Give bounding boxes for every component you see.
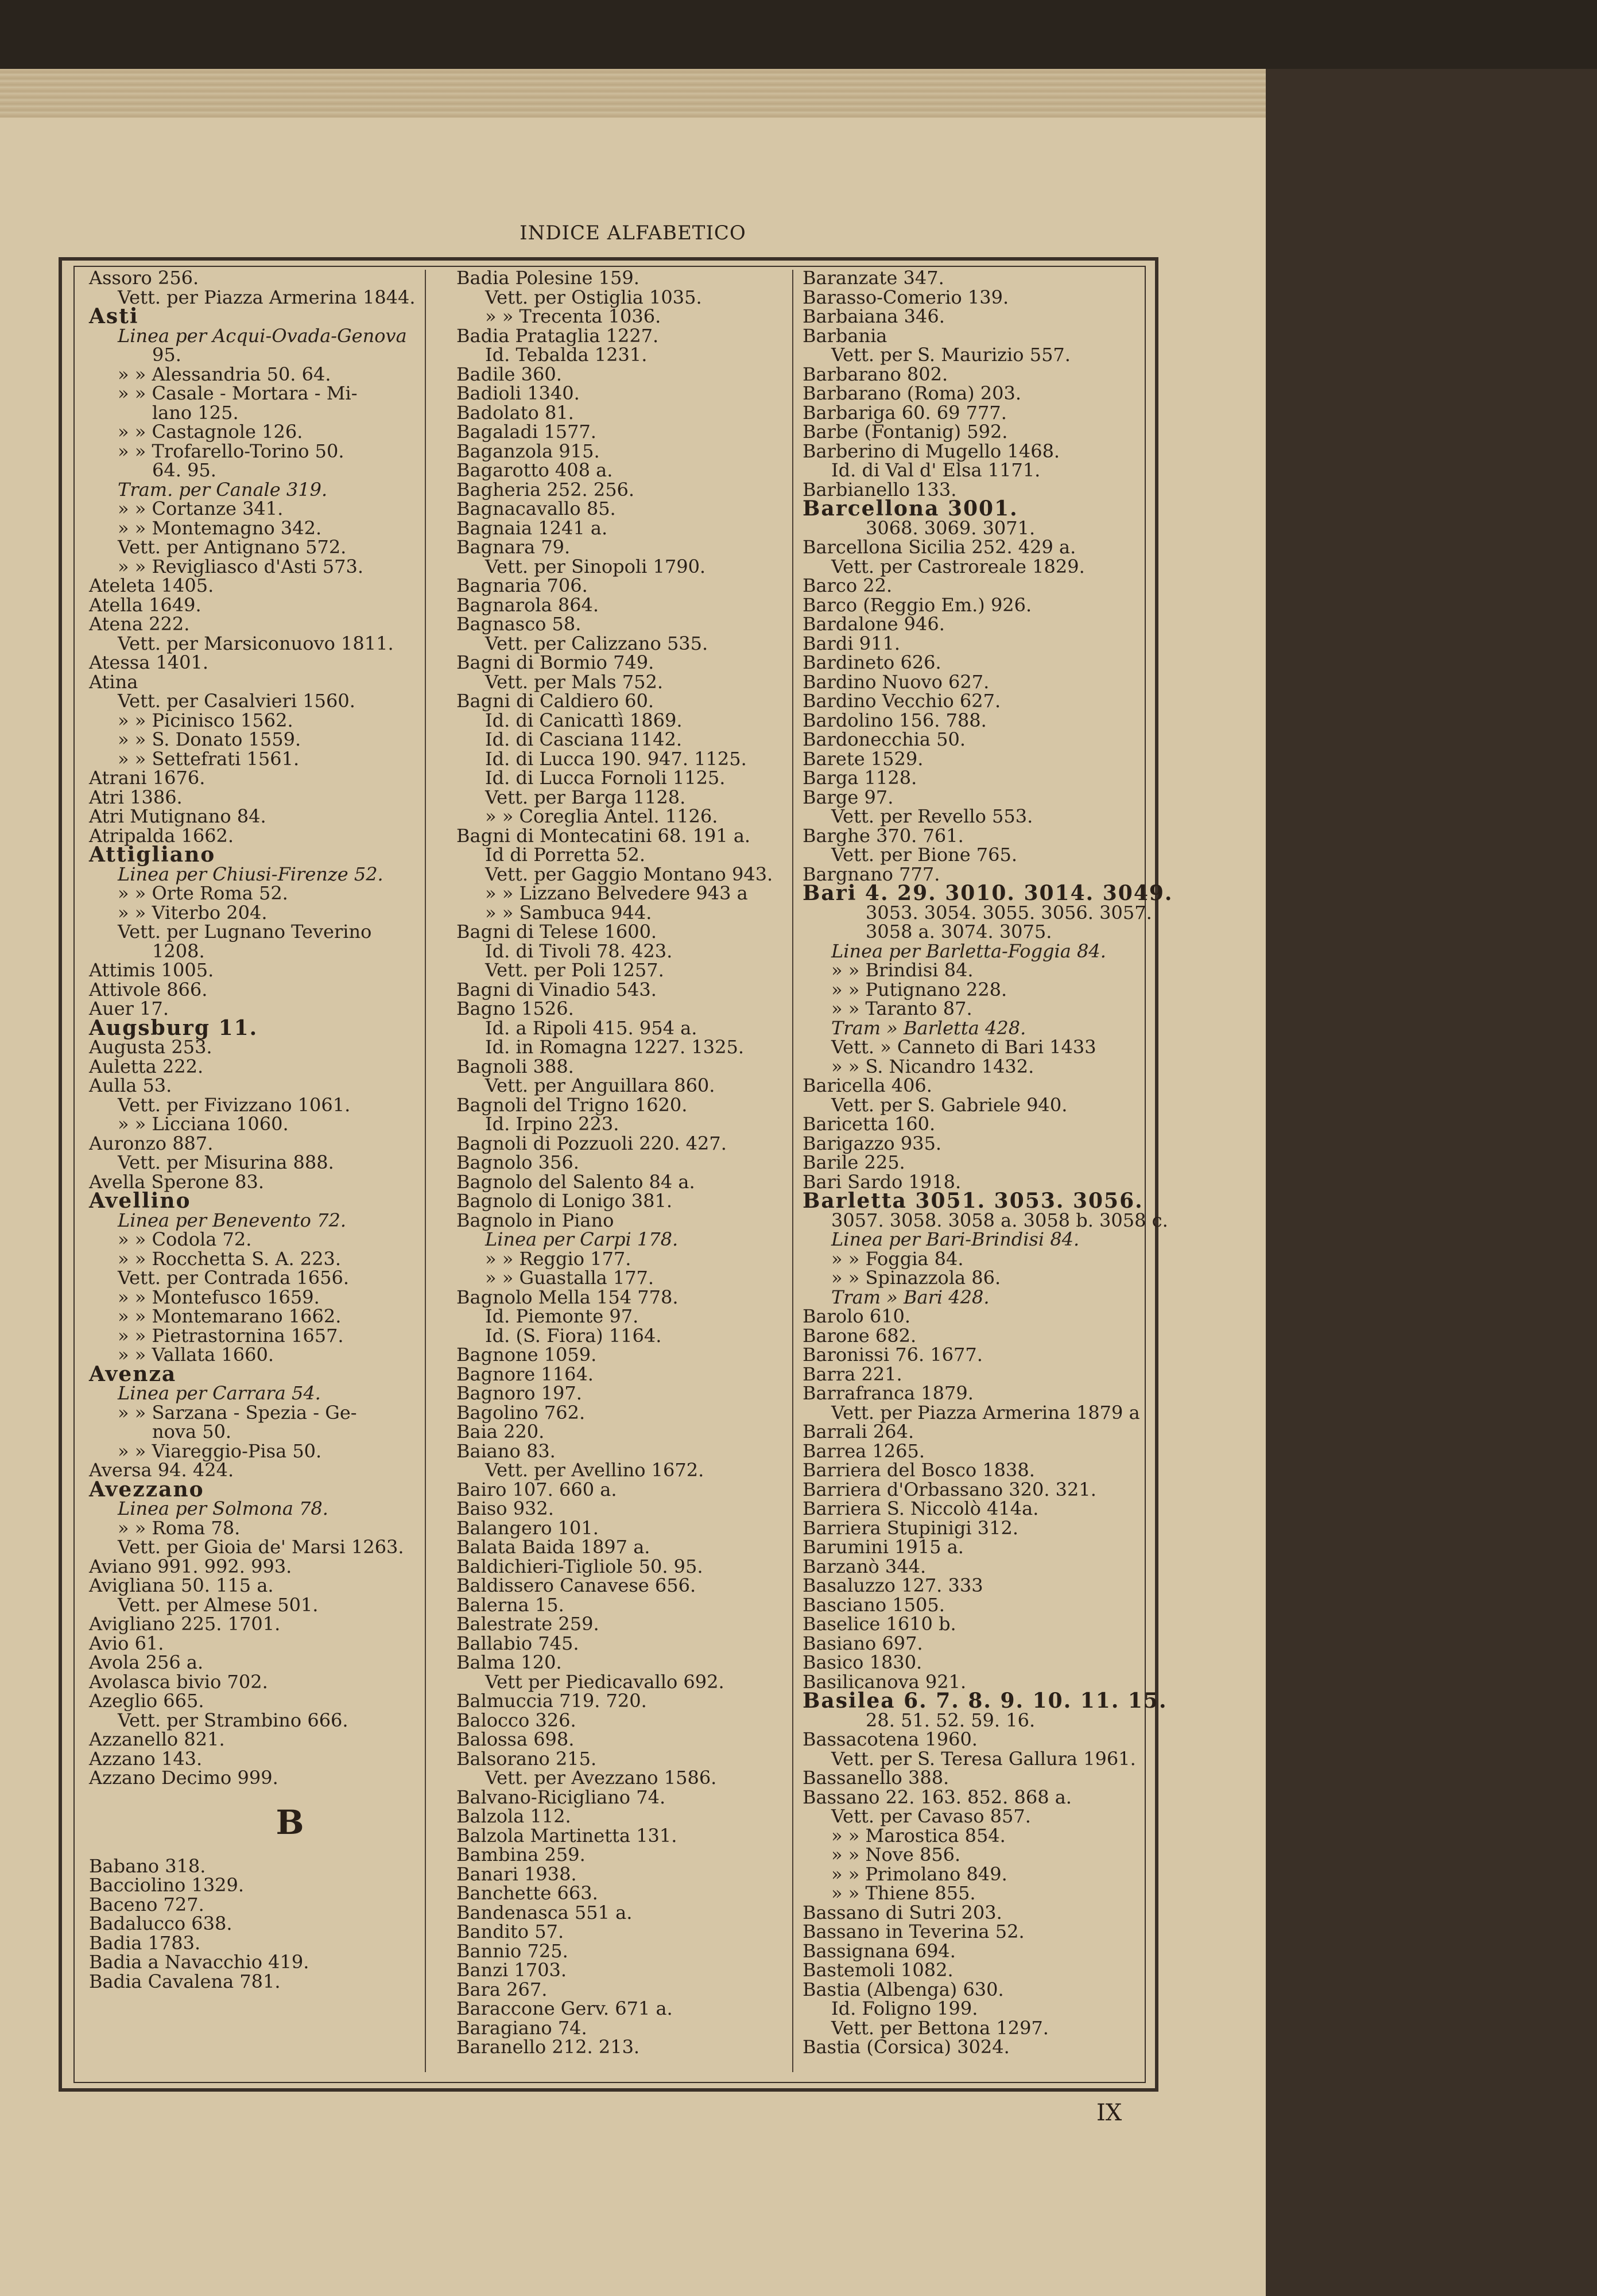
index-entry: Avigliano 225. 1701. <box>89 1613 281 1635</box>
index-entry: Baraccone Gerv. 671 a. <box>456 1998 673 2019</box>
index-entry: Vett. per Lugnano Teverino <box>118 921 372 943</box>
index-entry: Id. di Lucca Fornoli 1125. <box>485 767 726 789</box>
index-entry: Vett. per Bione 765. <box>831 844 1018 866</box>
index-entry: Vett. per Avezzano 1586. <box>485 1767 717 1789</box>
index-entry: Barolo 610. <box>803 1305 911 1327</box>
index-entry: Barco 22. <box>803 575 893 596</box>
entries-b <box>89 1857 433 1992</box>
index-entry: Basilicanova 921. <box>803 1670 967 1693</box>
index-entry: Ballabio 745. <box>456 1632 579 1654</box>
index-entry: Badia Prataglia 1227. <box>456 324 659 347</box>
index-entry: Bagnolo di Lonigo 381. <box>456 1190 673 1212</box>
index-entry: Azzano 143. <box>89 1747 203 1770</box>
index-entry: Vett. per Calizzano 535. <box>485 632 708 654</box>
index-entry: 3057. 3058. 3058 a. 3058 b. 3058 c. <box>831 1209 1168 1231</box>
index-entry: » » Lizzano Belvedere 943 a <box>485 882 748 904</box>
column-divider <box>792 270 793 2072</box>
index-entry: Badia a Navacchio 419. <box>89 1951 309 1973</box>
index-entry: Barberino di Mugello 1468. <box>803 440 1060 462</box>
index-entry: Barbarano (Roma) 203. <box>803 382 1022 404</box>
index-entry: Avella Sperone 83. <box>89 1170 265 1193</box>
index-entry: Baganzola 915. <box>456 440 600 462</box>
index-entry: Balvano-Ricigliano 74. <box>456 1786 666 1808</box>
index-entry: Bagnolo del Salento 84 a. <box>456 1170 695 1193</box>
index-entry: Bandito 57. <box>456 1921 564 1942</box>
index-entry: Bagnoro 197. <box>456 1382 582 1404</box>
index-entry: Bardi 911. <box>803 632 901 654</box>
index-entry: Vett. per Fivizzano 1061. <box>118 1093 351 1116</box>
index-entry: » » Montefusco 1659. <box>118 1286 320 1308</box>
index-entry: Barletta 3051. 3053. 3056. <box>803 1189 1144 1213</box>
index-entry: Baricetta 160. <box>803 1113 936 1135</box>
index-entry: Badalucco 638. <box>89 1913 232 1934</box>
index-entry: » » Montemarano 1662. <box>118 1305 342 1327</box>
index-entry: Id. Foligno 199. <box>831 1998 978 2019</box>
index-entry: Vett. per Strambino 666. <box>118 1709 348 1731</box>
index-entry: Vett. per Revello 553. <box>831 805 1033 827</box>
index-entry: Bassano in Teverina 52. <box>803 1921 1025 1942</box>
index-entry: Bandenasca 551 a. <box>456 1901 633 1923</box>
index-entry: Vett. per Barga 1128. <box>485 786 686 808</box>
index-entry: Balangero 101. <box>456 1517 599 1539</box>
index-entry: Assoro 256. <box>89 267 199 289</box>
index-entry: » » Picinisco 1562. <box>118 709 293 731</box>
index-entry: Vett. per Gioia de' Marsi 1263. <box>118 1536 404 1558</box>
index-entry: Linea per Carpi 178. <box>485 1228 679 1250</box>
index-entry: » » Orte Roma 52. <box>118 882 288 904</box>
index-entry: Bardineto 626. <box>803 651 941 673</box>
index-entry: Bardino Vecchio 627. <box>803 690 1001 712</box>
index-entry: Id. di Lucca 190. 947. 1125. <box>485 747 747 770</box>
index-entry: Barriera del Bosco 1838. <box>803 1459 1035 1481</box>
index-entry: » » Vallata 1660. <box>118 1344 274 1366</box>
index-entry: Id. di Canicattì 1869. <box>485 709 683 731</box>
index-entry: Bagnacavallo 85. <box>456 498 616 519</box>
index-entry: Bagno 1526. <box>456 998 574 1019</box>
index-entry: Avenza <box>89 1362 177 1386</box>
index-entry: » » Settefrati 1561. <box>118 747 300 770</box>
index-entry: Bagnaria 706. <box>456 575 588 596</box>
index-entry: Bassignana 694. <box>803 1940 956 1962</box>
index-entry: Vett. per S. Teresa Gallura 1961. <box>831 1747 1136 1770</box>
index-entry: » » Cortanze 341. <box>118 498 284 519</box>
index-entry: Id. a Ripoli 415. 954 a. <box>485 1017 697 1039</box>
index-entry: Aviano 991. 992. 993. <box>89 1555 292 1577</box>
index-entry: 3058 a. 3074. 3075. <box>866 921 1052 943</box>
index-entry: Baiano 83. <box>456 1440 556 1462</box>
index-entry: » » Coreglia Antel. 1126. <box>485 805 718 827</box>
index-entry: 64. 95. <box>152 459 216 481</box>
index-entry: Barco (Reggio Em.) 926. <box>803 594 1032 616</box>
index-entry: Vett. » Canneto di Bari 1433 <box>831 1036 1096 1058</box>
index-entry: Avigliana 50. 115 a. <box>89 1574 274 1596</box>
index-entry: Barbarano 802. <box>803 363 948 385</box>
index-entry: Bagnolo Mella 154 778. <box>456 1286 679 1308</box>
index-entry: » » Trecenta 1036. <box>485 305 661 327</box>
index-entry: Babano 318. <box>89 1855 206 1877</box>
index-entry: » » Guastalla 177. <box>485 1267 654 1289</box>
index-entry: Barriera Stupinigi 312. <box>803 1517 1018 1539</box>
index-entry: Barbianello 133. <box>803 478 957 501</box>
index-entry: Badile 360. <box>456 363 562 385</box>
index-entry: Atrani 1676. <box>89 767 206 789</box>
index-entry: lano 125. <box>152 401 239 424</box>
index-entry: Atena 222. <box>89 613 190 635</box>
index-entry: Vett. per Bettona 1297. <box>831 2016 1049 2039</box>
index-entry: Linea per Benevento 72. <box>118 1209 346 1231</box>
index-entry: Baselice 1610 b. <box>803 1613 956 1635</box>
index-entry: Bastia (Corsica) 3024. <box>803 2036 1010 2058</box>
index-entry: Tram. per Canale 319. <box>118 478 328 501</box>
index-entry: Id. di Tivoli 78. 423. <box>485 940 673 962</box>
index-entry: Baragiano 74. <box>456 2016 587 2039</box>
index-entry: Baldissero Canavese 656. <box>456 1574 696 1596</box>
index-entry: Vett. per S. Maurizio 557. <box>831 344 1071 366</box>
index-column-2 <box>456 269 784 2057</box>
index-entry: Augsburg 11. <box>89 1015 258 1040</box>
index-entry: Badioli 1340. <box>456 382 580 404</box>
index-entry: Bagnarola 864. <box>456 594 599 616</box>
index-entry: Atella 1649. <box>89 594 201 616</box>
index-entry: Balocco 326. <box>456 1709 576 1731</box>
index-entry: Banchette 663. <box>456 1882 598 1904</box>
index-entry: Bargnano 777. <box>803 863 940 885</box>
index-entry: Barghe 370. 761. <box>803 824 964 847</box>
index-entry: Balzola 112. <box>456 1805 571 1827</box>
index-entry: Vett. per Avellino 1672. <box>485 1459 704 1481</box>
index-entry: » » Revigliasco d'Asti 573. <box>118 555 363 577</box>
index-entry: Bari Sardo 1918. <box>803 1170 962 1193</box>
index-entry: Bassano di Sutri 203. <box>803 1901 1002 1923</box>
index-entry: Baiso 932. <box>456 1498 554 1519</box>
index-entry: Baranzate 347. <box>803 267 944 289</box>
index-column-1 <box>89 269 433 1991</box>
index-entry: Linea per Chiusi-Firenze 52. <box>118 863 383 885</box>
index-entry: Bagnolo 356. <box>456 1151 579 1173</box>
entries-a <box>89 269 433 1788</box>
index-entry: Bagaladi 1577. <box>456 421 596 443</box>
index-entry: Bardonecchia 50. <box>803 728 966 750</box>
section-letter: B <box>276 1802 304 1842</box>
index-entry: Attigliano <box>89 843 216 867</box>
index-entry: Linea per Carrara 54. <box>118 1382 321 1404</box>
index-entry: Bassano 22. 163. 852. 868 a. <box>803 1786 1072 1808</box>
index-entry: Azeglio 665. <box>89 1690 204 1712</box>
index-entry: » » Rocchetta S. A. 223. <box>118 1247 342 1270</box>
index-entry: Azzanello 821. <box>89 1728 225 1750</box>
index-entry: Barra 221. <box>803 1363 902 1385</box>
index-entry: Barete 1529. <box>803 747 924 770</box>
index-entry: Basilea 6. 7. 8. 9. 10. 11. 15. <box>803 1689 1168 1713</box>
index-entry: Avolasca bivio 702. <box>89 1670 268 1693</box>
index-entry: Bardolino 156. 788. <box>803 709 987 731</box>
index-entry: Linea per Solmona 78. <box>118 1498 328 1519</box>
index-entry: Barbariga 60. 69 777. <box>803 401 1007 424</box>
index-entry: Balma 120. <box>456 1651 562 1673</box>
index-entry: Badia Cavalena 781. <box>89 1970 281 1992</box>
index-entry: Bagnolo in Piano <box>456 1209 614 1231</box>
index-entry: Ateleta 1405. <box>89 575 214 596</box>
index-entry: Id di Porretta 52. <box>485 844 646 866</box>
index-entry: Id. di Val d' Elsa 1171. <box>831 459 1041 481</box>
index-entry: Id. Irpino 223. <box>485 1113 619 1135</box>
index-entry: Badia 1783. <box>89 1932 201 1954</box>
index-entry: Vett. per S. Gabriele 940. <box>831 1093 1068 1116</box>
index-entry: Vett. per Antignano 572. <box>118 536 347 558</box>
index-entry: Basico 1830. <box>803 1651 922 1673</box>
index-entry: Linea per Acqui-Ovada-Genova <box>118 324 407 347</box>
index-entry: » » Primolano 849. <box>831 1863 1007 1885</box>
index-entry: Bagnasco 58. <box>456 613 582 635</box>
page-header: INDICE ALFABETICO <box>520 222 746 245</box>
index-entry: Bairo 107. 660 a. <box>456 1478 617 1500</box>
index-entry: Bassanello 388. <box>803 1767 949 1789</box>
index-entry: Balossa 698. <box>456 1728 575 1750</box>
index-entry: Basciano 1505. <box>803 1593 945 1616</box>
index-entry: Vett. per Marsiconuovo 1811. <box>118 632 394 654</box>
index-entry: » » Pietrastornina 1657. <box>118 1324 344 1347</box>
index-entry: Balsorano 215. <box>456 1747 597 1770</box>
index-entry: Bardalone 946. <box>803 613 945 635</box>
index-entry: Linea per Bari-Brindisi 84. <box>831 1228 1080 1250</box>
index-entry: Bagarotto 408 a. <box>456 459 613 481</box>
index-entry: Bannio 725. <box>456 1940 568 1962</box>
index-entry: Bardino Nuovo 627. <box>803 670 990 693</box>
index-entry: Vett. per Cavaso 857. <box>831 1805 1031 1827</box>
index-entry: » » Taranto 87. <box>831 998 972 1019</box>
index-entry: Barrali 264. <box>803 1421 914 1442</box>
index-entry: Banzi 1703. <box>456 1959 567 1981</box>
index-entry: Id. in Romagna 1227. 1325. <box>485 1036 744 1058</box>
index-entry: Bagni di Caldiero 60. <box>456 690 654 712</box>
index-entry: » » S. Nicandro 1432. <box>831 1055 1034 1077</box>
index-entry: Tram » Barletta 428. <box>831 1017 1026 1039</box>
index-entry: » » Spinazzola 86. <box>831 1267 1001 1289</box>
index-entry: Vett. per Poli 1257. <box>485 959 664 981</box>
index-entry: 1208. <box>152 940 205 962</box>
index-entry: » » Sarzana - Spezia - Ge- <box>118 1401 357 1424</box>
index-entry: » » Codola 72. <box>118 1228 252 1250</box>
index-entry: Avezzano <box>89 1477 204 1502</box>
index-entry: Bambina 259. <box>456 1844 586 1865</box>
index-entry: Barumini 1915 a. <box>803 1536 964 1558</box>
index-column-3 <box>803 267 1173 2058</box>
index-entry: Bagnaia 1241 a. <box>456 517 608 539</box>
index-entry: Id. di Casciana 1142. <box>485 728 683 750</box>
index-entry: Vett. per Ostiglia 1035. <box>485 286 702 308</box>
index-entry: Vett. per Piazza Armerina 1879 a <box>831 1401 1140 1424</box>
page-number: IX <box>1096 2100 1122 2126</box>
index-entry: Atri Mutignano 84. <box>89 805 266 827</box>
index-entry: Vett. per Casalvieri 1560. <box>118 690 355 712</box>
index-entry: Bagolino 762. <box>456 1401 586 1424</box>
index-entry: » » Nove 856. <box>831 1844 961 1865</box>
index-entry: Barigazzo 935. <box>803 1132 942 1154</box>
index-entry: Auletta 222. <box>89 1055 204 1077</box>
index-entry: Basaluzzo 127. 333 <box>803 1574 983 1596</box>
index-entry: Vett. per Castroreale 1829. <box>831 555 1085 577</box>
index-entry: » » Viareggio-Pisa 50. <box>118 1440 322 1462</box>
index-entry: » » Viterbo 204. <box>118 901 268 924</box>
index-entry: » » Foggia 84. <box>831 1247 964 1270</box>
index-entry: 28. 51. 52. 59. 16. <box>866 1709 1036 1731</box>
index-entry: Badolato 81. <box>456 401 574 424</box>
index-entry: Barrea 1265. <box>803 1440 925 1462</box>
background-right <box>1266 69 1597 2296</box>
index-entry: » » Putignano 228. <box>831 978 1007 1000</box>
index-entry: Bagnoli di Pozzuoli 220. 427. <box>456 1132 727 1154</box>
index-entry: Linea per Barletta-Foggia 84. <box>831 940 1106 962</box>
index-entry: Vett. per Mals 752. <box>485 670 663 693</box>
index-entry: Vett. per Gaggio Montano 943. <box>485 863 773 885</box>
index-entry: Atessa 1401. <box>89 651 209 673</box>
index-entry: Bagni di Bormio 749. <box>456 651 654 673</box>
index-entry: Barile 225. <box>803 1151 905 1173</box>
index-entry: Basiano 697. <box>803 1632 923 1654</box>
index-entry: » » Reggio 177. <box>485 1247 631 1270</box>
index-entry: Vett. per Anguillara 860. <box>485 1075 715 1096</box>
index-entry: Bagni di Telese 1600. <box>456 921 657 943</box>
index-entry: Badia Polesine 159. <box>456 267 639 289</box>
index-entry: Avio 61. <box>89 1632 164 1654</box>
index-entry: Bagheria 252. 256. <box>456 478 635 501</box>
index-entry: Auronzo 887. <box>89 1132 214 1154</box>
index-entry: Bagnara 79. <box>456 536 571 558</box>
index-entry: Baronissi 76. 1677. <box>803 1344 983 1366</box>
index-entry: Vett. per Misurina 888. <box>118 1151 334 1173</box>
index-entry: » » Thiene 855. <box>831 1882 976 1904</box>
index-entry: Bagnore 1164. <box>456 1363 594 1385</box>
index-entry: 95. <box>152 344 181 366</box>
index-entry: Asti <box>89 304 139 328</box>
index-entry: Vett. per Sinopoli 1790. <box>485 555 706 577</box>
index-entry: 3068. 3069. 3071. <box>866 517 1036 539</box>
index-entry: » » Sambuca 944. <box>485 901 652 924</box>
index-entry: Vett. per Almese 501. <box>118 1593 319 1616</box>
index-entry: Bagnoli del Trigno 1620. <box>456 1093 688 1116</box>
index-entry: Avola 256 a. <box>89 1651 204 1673</box>
index-entry: Bara 267. <box>456 1978 548 2000</box>
index-entry: Bagni di Vinadio 543. <box>456 978 657 1000</box>
index-entry: Azzano Decimo 999. <box>89 1767 278 1789</box>
index-entry: » » Marostica 854. <box>831 1824 1006 1847</box>
index-entry: Bagnoli 388. <box>456 1055 574 1077</box>
index-entry: Attivole 866. <box>89 978 208 1000</box>
index-entry: Barriera d'Orbassano 320. 321. <box>803 1478 1096 1500</box>
index-entry: Baricella 406. <box>803 1075 932 1096</box>
index-entry: Augusta 253. <box>89 1036 212 1058</box>
index-entry: Balerna 15. <box>456 1593 564 1616</box>
index-entry: Bagnone 1059. <box>456 1344 597 1366</box>
index-entry: Vett. per Contrada 1656. <box>118 1267 349 1289</box>
index-entry: Baldichieri-Tigliole 50. 95. <box>456 1555 703 1577</box>
index-entry: » » Casale - Mortara - Mi- <box>118 382 358 404</box>
index-entry: Barasso-Comerio 139. <box>803 286 1009 308</box>
index-entry: Atripalda 1662. <box>89 824 234 847</box>
index-entry: » » Licciana 1060. <box>118 1113 289 1135</box>
index-entry: Bacciolino 1329. <box>89 1874 245 1896</box>
index-entry: Barbania <box>803 324 887 347</box>
index-entry: » » Montemagno 342. <box>118 517 322 539</box>
index-entry: Auer 17. <box>89 998 169 1019</box>
index-entry: Barone 682. <box>803 1324 917 1347</box>
index-entry: Barga 1128. <box>803 767 917 789</box>
index-entry: Tram » Bari 428. <box>831 1286 990 1308</box>
index-entry: Vett. per Piazza Armerina 1844. <box>118 286 416 308</box>
index-entry: Bassacotena 1960. <box>803 1728 978 1750</box>
index-entry: » » S. Donato 1559. <box>118 728 301 750</box>
index-entry: Avellino <box>89 1189 191 1213</box>
index-entry: Barzanò 344. <box>803 1555 927 1577</box>
index-entry: » » Trofarello-Torino 50. <box>118 440 344 462</box>
index-entry: Atri 1386. <box>89 786 183 808</box>
index-entry: Atina <box>89 670 138 693</box>
index-entry: Baceno 727. <box>89 1893 204 1915</box>
index-entry: Barbe (Fontanig) 592. <box>803 421 1008 443</box>
index-entry: Barriera S. Niccolò 414a. <box>803 1498 1039 1519</box>
index-entry: Balestrate 259. <box>456 1613 599 1635</box>
index-entry: Bari 4. 29. 3010. 3014. 3049. <box>803 881 1173 905</box>
index-entry: » » Alessandria 50. 64. <box>118 363 331 385</box>
index-entry: Barbaiana 346. <box>803 305 945 327</box>
index-entry: Balzola Martinetta 131. <box>456 1824 677 1847</box>
index-entry: Vett per Piedicavallo 692. <box>485 1670 724 1693</box>
index-entry: Aversa 94. 424. <box>89 1459 234 1481</box>
index-entry: » » Roma 78. <box>118 1517 241 1539</box>
index-entry: Barcellona 3001. <box>803 497 1018 521</box>
index-entry: Banari 1938. <box>456 1863 577 1885</box>
index-entry: Id. (S. Fiora) 1164. <box>485 1324 662 1347</box>
index-entry: 3053. 3054. 3055. 3056. 3057. <box>866 901 1152 924</box>
index-entry: Baia 220. <box>456 1421 545 1442</box>
index-entry: Bastia (Albenga) 630. <box>803 1978 1004 2000</box>
index-entry: Id. Tebalda 1231. <box>485 344 648 366</box>
index-entry: Barcellona Sicilia 252. 429 a. <box>803 536 1076 558</box>
index-entry: Baranello 212. 213. <box>456 2036 640 2058</box>
index-entry: » » Castagnole 126. <box>118 421 303 443</box>
index-entry: » » Brindisi 84. <box>831 959 974 981</box>
index-entry: nova 50. <box>152 1421 232 1442</box>
index-entry: Barge 97. <box>803 786 894 808</box>
index-entry: Bagni di Montecatini 68. 191 a. <box>456 824 751 847</box>
index-entry: Balmuccia 719. 720. <box>456 1690 647 1712</box>
index-entry: Attimis 1005. <box>89 959 214 981</box>
index-entry: Balata Baida 1897 a. <box>456 1536 650 1558</box>
index-entry: Id. Piemonte 97. <box>485 1305 639 1327</box>
index-entry: Bastemoli 1082. <box>803 1959 953 1981</box>
index-entry: Aulla 53. <box>89 1075 172 1096</box>
index-entry: Barrafranca 1879. <box>803 1382 974 1404</box>
